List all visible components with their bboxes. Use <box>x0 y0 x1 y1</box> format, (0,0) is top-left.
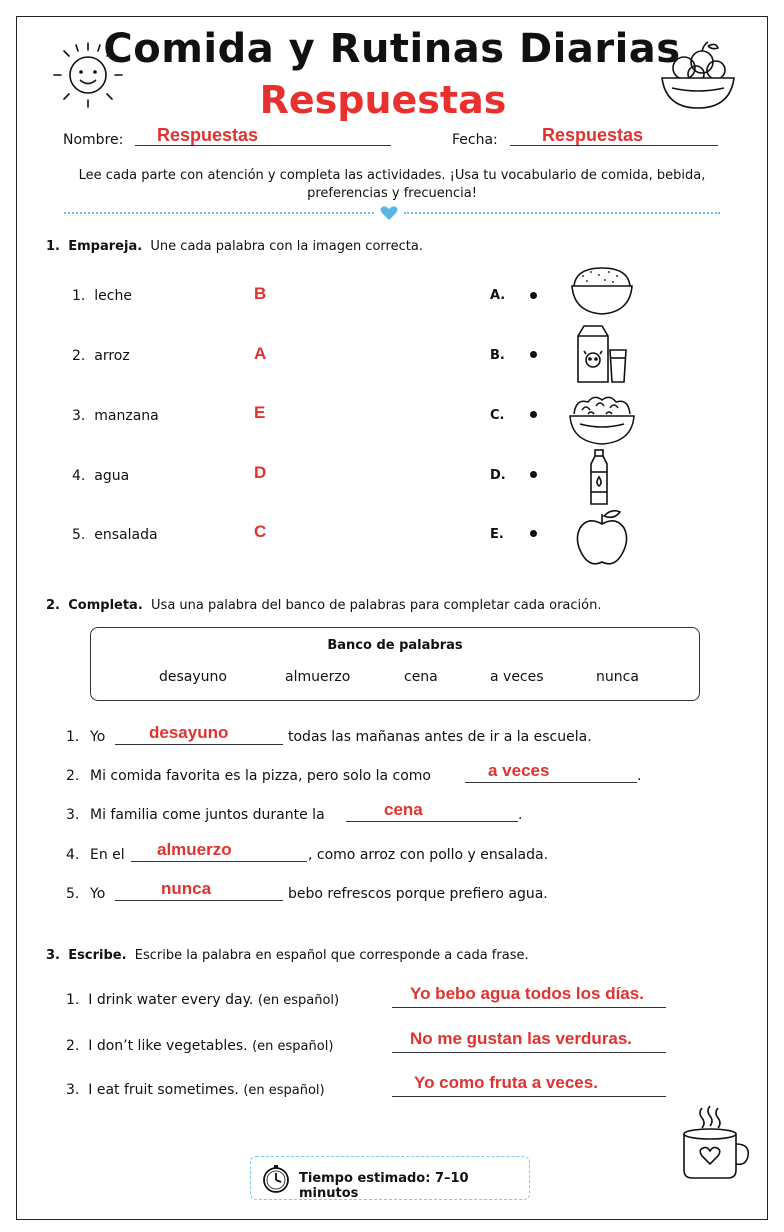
translate-prompt: I drink water every day. <box>88 992 254 1008</box>
option-letter: A. <box>490 288 506 303</box>
dotted-divider <box>64 212 374 214</box>
blank-answer: a veces <box>488 761 550 780</box>
fill-blank[interactable] <box>115 725 283 745</box>
sentence-before: Yo <box>90 886 106 902</box>
word-bank-item: cena <box>404 669 438 685</box>
match-answer[interactable]: B <box>254 284 267 303</box>
section-title: Completa. <box>68 598 143 613</box>
word-bank-title: Banco de palabras <box>327 638 463 653</box>
translate-answer: Yo como fruta a veces. <box>414 1073 598 1092</box>
date-field[interactable] <box>510 126 718 146</box>
word-bank <box>90 627 700 701</box>
sentence-number: 4. <box>66 847 80 863</box>
sentence-before: Mi familia come juntos durante la <box>90 807 325 823</box>
sentence-number: 2. <box>66 768 80 784</box>
coffee-mug-icon <box>680 1104 752 1182</box>
dotted-divider <box>404 212 720 214</box>
section-1-heading <box>46 239 423 254</box>
sentence-after: todas las mañanas antes de ir a la escuela. <box>288 729 592 745</box>
translate-item <box>66 992 339 1008</box>
translate-prompt: I don’t like vegetables. <box>88 1038 248 1054</box>
option-letter: C. <box>490 408 505 423</box>
section-title: Empareja. <box>68 239 143 254</box>
translate-hint: (en español) <box>252 1039 334 1054</box>
section-text: Une cada palabra con la imagen correcta. <box>150 239 423 254</box>
item-word: arroz <box>94 348 130 364</box>
translate-answer-field[interactable] <box>392 1031 666 1053</box>
water-bottle-icon <box>586 448 612 508</box>
fill-blank[interactable] <box>465 763 637 783</box>
word-bank-item: nunca <box>596 669 639 685</box>
milk-carton-icon <box>574 322 634 386</box>
option-letter: D. <box>490 468 506 483</box>
section-number: 1. <box>46 239 60 254</box>
section-title: Escribe. <box>68 948 127 963</box>
match-dot[interactable] <box>530 411 537 418</box>
worksheet-title: Comida y Rutinas Diarias <box>103 26 681 72</box>
item-number: 1. <box>66 992 80 1008</box>
section-number: 2. <box>46 598 60 613</box>
translate-item <box>66 1038 333 1054</box>
blank-answer: cena <box>384 800 423 819</box>
name-field[interactable] <box>135 126 391 146</box>
translate-prompt: I eat fruit sometimes. <box>88 1082 239 1098</box>
match-answer[interactable]: E <box>254 403 266 422</box>
rice-bowl-icon <box>568 262 636 318</box>
item-number: 4. <box>72 468 86 484</box>
worksheet-subtitle: Respuestas <box>259 78 507 122</box>
match-dot[interactable] <box>530 471 537 478</box>
word-bank-item: a veces <box>490 669 544 685</box>
match-answer[interactable]: D <box>254 463 267 482</box>
apple-icon <box>574 508 630 570</box>
item-word: leche <box>94 288 132 304</box>
blank-answer: desayuno <box>149 723 229 742</box>
item-number: 5. <box>72 527 86 543</box>
option-letter: B. <box>490 348 505 363</box>
match-item <box>72 468 129 484</box>
sentence-before: Mi comida favorita es la pizza, pero solo la como <box>90 768 431 784</box>
translate-hint: (en español) <box>257 993 340 1008</box>
item-number: 1. <box>72 288 86 304</box>
sentence-after: . <box>518 807 523 823</box>
match-item <box>72 408 159 424</box>
estimated-time-text: Tiempo estimado: 7–10 minutos <box>299 1171 469 1201</box>
instructions-text: Lee cada parte con atención y completa las actividades. ¡Usa tu vocabulario de comida, bebida, preferencias y frecuencia! <box>78 168 706 201</box>
clock-icon <box>261 1164 291 1194</box>
match-dot[interactable] <box>530 351 537 358</box>
section-3-heading <box>46 948 529 963</box>
sentence-before: Yo <box>90 729 106 745</box>
sentence-after: bebo refrescos porque prefiero agua. <box>288 886 548 902</box>
translate-answer: Yo bebo agua todos los días. <box>410 984 644 1003</box>
sentence-number: 3. <box>66 807 80 823</box>
date-value: Respuestas <box>542 125 644 145</box>
section-number: 3. <box>46 948 60 963</box>
sentence-after: . <box>637 768 642 784</box>
name-value: Respuestas <box>157 125 259 145</box>
sentence-number: 1. <box>66 729 80 745</box>
fill-blank[interactable] <box>115 881 283 901</box>
sentence-after: , como arroz con pollo y ensalada. <box>308 847 549 863</box>
sentence-before: En el <box>90 847 125 863</box>
name-label: Nombre: <box>63 132 124 148</box>
salad-bowl-icon <box>566 392 638 448</box>
match-answer[interactable]: C <box>254 522 267 541</box>
match-item <box>72 288 132 304</box>
translate-answer-field[interactable] <box>392 1075 666 1097</box>
fill-blank[interactable] <box>131 842 307 862</box>
item-number: 3. <box>66 1082 80 1098</box>
sentence-number: 5. <box>66 886 80 902</box>
match-item <box>72 348 130 364</box>
translate-answer: No me gustan las verduras. <box>410 1029 633 1048</box>
word-bank-item: desayuno <box>159 669 227 685</box>
item-number: 2. <box>72 348 86 364</box>
option-letter: E. <box>490 527 504 542</box>
match-item <box>72 527 158 543</box>
item-word: ensalada <box>94 527 158 543</box>
item-word: manzana <box>94 408 159 424</box>
heart-icon <box>380 205 398 221</box>
translate-answer-field[interactable] <box>392 986 666 1008</box>
match-dot[interactable] <box>530 292 537 299</box>
section-2-heading <box>46 598 601 613</box>
word-bank-item: almuerzo <box>285 669 351 685</box>
date-label: Fecha: <box>452 132 498 148</box>
section-text: Escribe la palabra en español que corresponde a cada frase. <box>134 948 529 963</box>
item-word: agua <box>94 468 130 484</box>
translate-item <box>66 1082 325 1098</box>
fill-blank[interactable] <box>346 802 518 822</box>
blank-answer: almuerzo <box>157 840 232 859</box>
translate-hint: (en español) <box>243 1083 325 1098</box>
section-text: Usa una palabra del banco de palabras para completar cada oración. <box>151 598 602 613</box>
estimated-time-box <box>250 1156 530 1200</box>
match-answer[interactable]: A <box>254 344 267 363</box>
blank-answer: nunca <box>161 879 212 898</box>
match-dot[interactable] <box>530 530 537 537</box>
item-number: 2. <box>66 1038 80 1054</box>
item-number: 3. <box>72 408 86 424</box>
